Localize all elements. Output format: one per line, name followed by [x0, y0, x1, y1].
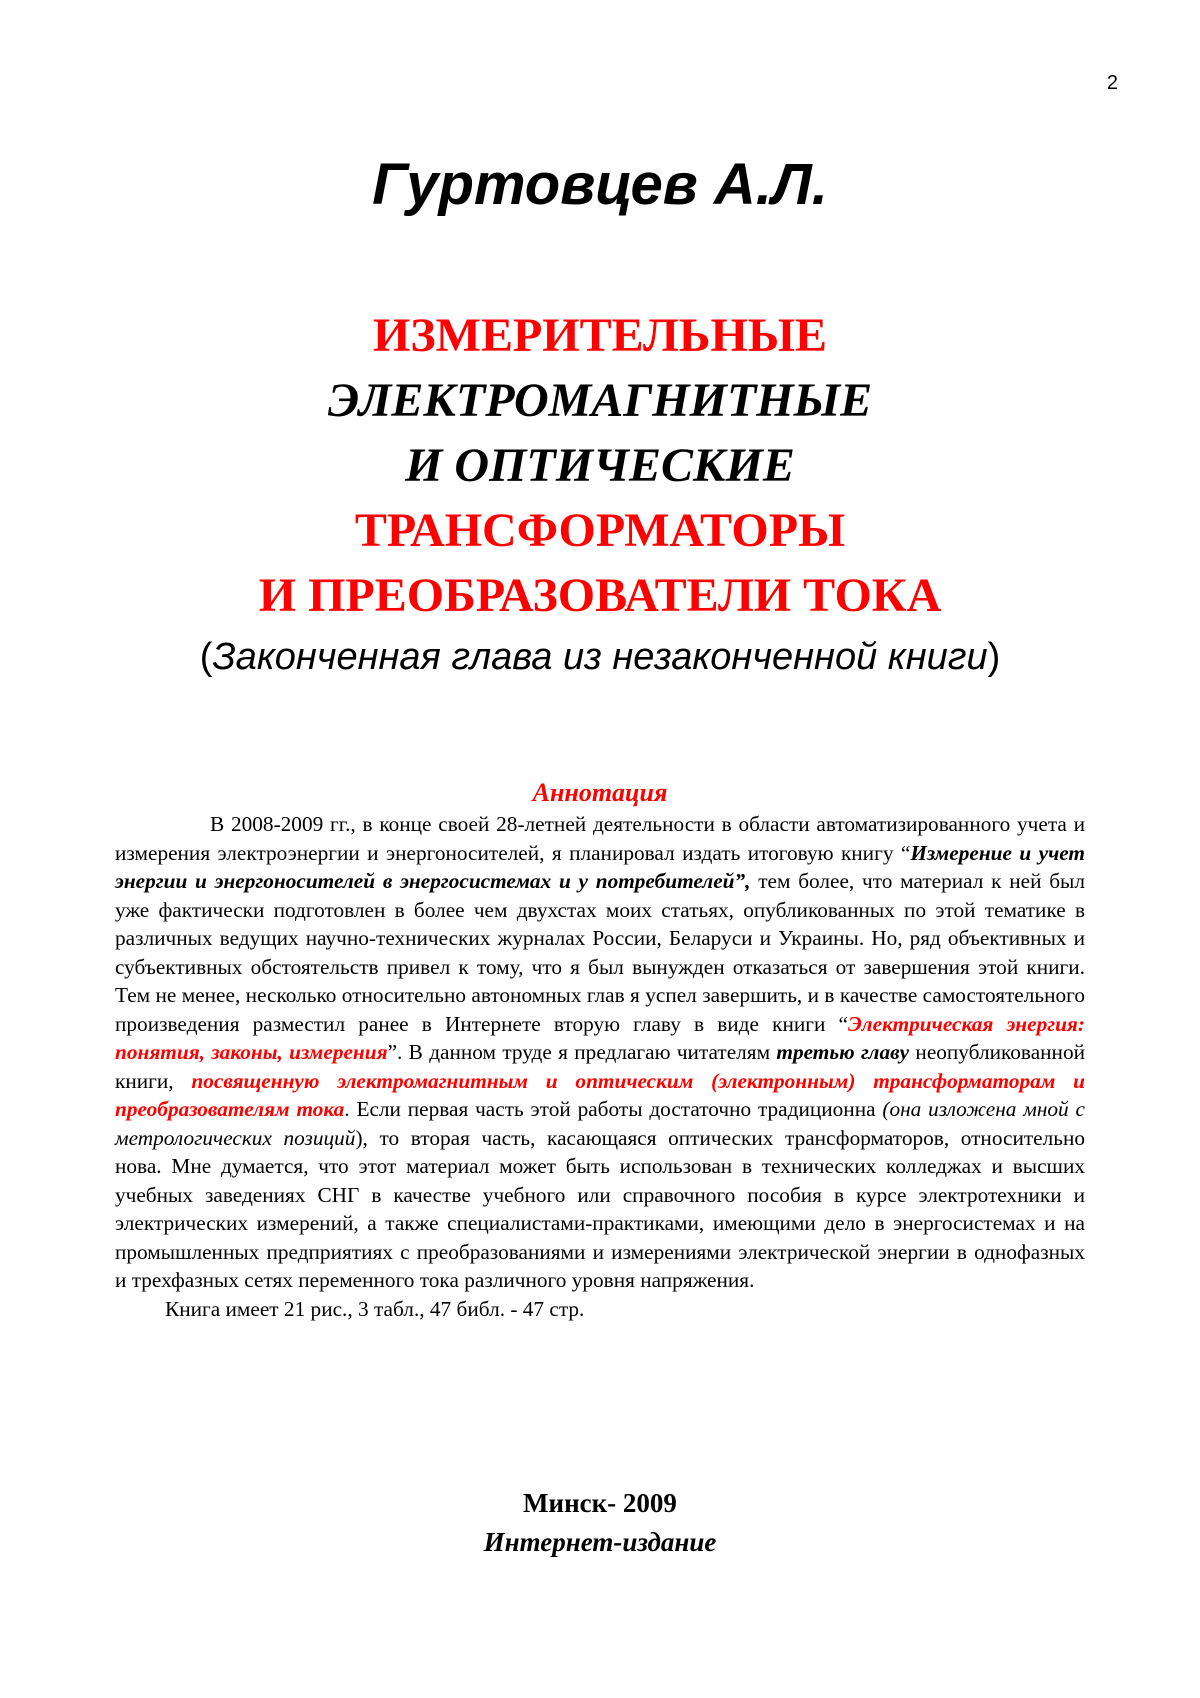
annotation-heading: Аннотация: [532, 778, 668, 807]
title-line-5: И ПРЕОБРАЗОВАТЕЛИ ТОКА: [258, 569, 942, 622]
text-run: . Если первая часть этой работы достаточно традиционна: [344, 1097, 883, 1121]
text-run: ), то вторая часть, касающаяся оптических трансформаторов, относительно нова. Мне думается, что этот материал может быть использован в технических колледжах и высших учебных заведениях СНГ в качестве учебного или справочного пособия в курсе электротехники и электрических измерений, а также специалистами-практиками, имеющими дело в энергосистемах и на промышленных предприятиях с преобразованиями и измерениями электрической энергии в однофазных и трехфазных сетях переменного тока различного уровня напряжения.: [115, 1125, 1085, 1292]
third-chapter-emphasis: третью главу: [776, 1040, 910, 1064]
page-number: 2: [1106, 72, 1118, 94]
author-name: Гуртовцев А.Л.: [372, 152, 828, 217]
title-line-3: И ОПТИЧЕСКИЕ: [405, 439, 795, 492]
subtitle-close-paren: ): [987, 636, 1001, 678]
footer-city-year: Минск- 2009: [523, 1488, 677, 1518]
footer-edition: Интернет-издание: [483, 1527, 717, 1557]
book-title: [0, 303, 1200, 628]
title-line-4: ТРАНСФОРМАТОРЫ: [354, 504, 846, 557]
text-run: тем более, что материал к ней был уже фактически подготовлен в более чем двухстах моих статьях, опубликованных по этой тематике в различных ведущих научно-технических журналах России, Беларуси и Украины. Но, ряд объективных и субъективных обстоятельств привел к тому, что я был вынужден отказаться от завершения этой книги. Тем не менее, несколько относительно автономных глав я успел завершить, и в качестве самостоятельного произведения разместил ранее в Интернете вторую главу в виде книги “: [115, 869, 1085, 1036]
text-run: ”. В данном труде я предлагаю читателям: [387, 1040, 777, 1064]
book-reference-2: Электрическая энергия: понятия, законы, измерения: [115, 1011, 1085, 1064]
annotation-paragraph: [115, 810, 1085, 1295]
annotation-body: [115, 810, 1085, 1323]
title-line-2: ЭЛЕКТРОМАГНИТНЫЕ: [327, 374, 873, 427]
text-run: неопубликованной книги,: [115, 1040, 1085, 1093]
italic-note: (она изложена мной с метрологических позиций: [115, 1097, 1085, 1150]
title-line-1: ИЗМЕРИТЕЛЬНЫЕ: [372, 309, 828, 362]
topic-emphasis: посвященную электромагнитным и оптическим (электронным) трансформаторам и преобразователям тока: [115, 1068, 1086, 1121]
subtitle-text: Законченная глава из незаконченной книги: [212, 636, 988, 678]
subtitle-open-paren: (: [199, 636, 213, 678]
book-subtitle: [150, 632, 1050, 682]
text-run: В 2008-2009 гг., в конце своей 28-летней деятельности в области автоматизированного учета и измерения электроэнергии и энергоносителей, я планировал издать итоговую книгу “: [115, 812, 1085, 865]
book-stats: Книга имеет 21 рис., 3 табл., 47 библ. - 47 стр.: [165, 1296, 585, 1321]
book-reference-1: Измерение и учет энергии и энергоносителей в энергосистемах и у потребителей”,: [115, 840, 1085, 893]
